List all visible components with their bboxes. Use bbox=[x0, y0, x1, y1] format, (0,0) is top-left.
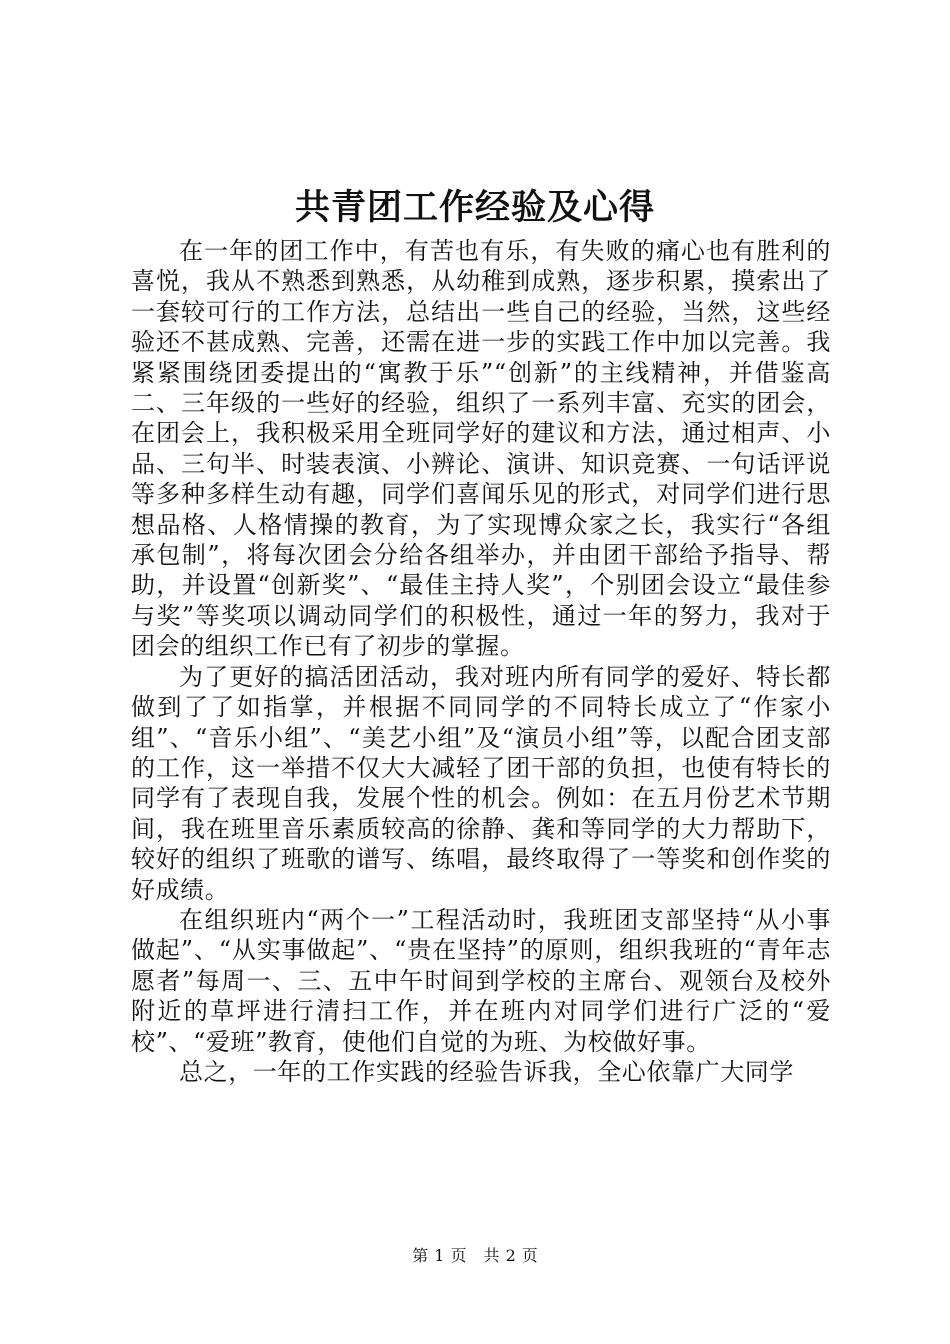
paragraph-4: 总之，一年的工作实践的经验告诉我，全心依靠广大同学 bbox=[179, 1057, 794, 1086]
total-unit: 页 bbox=[521, 1246, 538, 1265]
page-unit: 页 bbox=[450, 1246, 467, 1265]
page-footer bbox=[0, 1244, 950, 1268]
page-indicator bbox=[409, 1246, 469, 1265]
document-title: 共青团工作经验及心得 bbox=[294, 187, 655, 228]
page-number: 1 bbox=[434, 1246, 445, 1265]
total-pages-indicator bbox=[481, 1246, 541, 1265]
paragraph-2: 为了更好的搞活团活动，我对班内所有同学的爱好、特长都做到了了如指掌，并根据不同同学的不同特长成立了“作家小组”、“音乐小组”、“美艺小组”及“演员小组”等，以配合团支部的工作，这一举措不仅大大减轻了团干部的负担，也使有特长的同学有了表现自我，发展个性的机会。例如：在五月份艺术节期间，我在班里音乐素质较高的徐静、龚和等同学的大力帮助下，较好的组织了班歌的谱写、练唱，最终取得了一等奖和创作奖的好成绩。 bbox=[131, 662, 831, 904]
document-body bbox=[131, 236, 831, 1087]
paragraph-1: 在一年的团工作中，有苦也有乐，有失败的痛心也有胜利的喜悦，我从不熟悉到熟悉，从幼稚到成熟，逐步积累，摸索出了一套较可行的工作方法，总结出一些自己的经验，当然，这些经验还不甚成熟、完善，还需在进一步的实践工作中加以完善。我紧紧围绕团委提出的“寓教于乐”“创新”的主线精神，并借鉴高二、三年级的一些好的经验，组织了一系列丰富、充实的团会，在团会上，我积极采用全班同学好的建议和方法，通过相声、小品、三句半、时装表演、小辨论、演讲、知识竞赛、一句话评说等多种多样生动有趣，同学们喜闻乐见的形式，对同学们进行思想品格、人格情操的教育，为了实现博众家之长，我实行“各组承包制”，将每次团会分给各组举办，并由团干部给予指导、帮助，并设置“创新奖”、“最佳主持人奖”，个别团会设立“最佳参与奖”等奖项以调动同学们的积极性，通过一年的努力，我对于团会的组织工作已有了初步的掌握。 bbox=[131, 237, 831, 661]
paragraph-3: 在组织班内“两个一”工程活动时，我班团支部坚持“从小事做起”、“从实事做起”、“贵在坚持”的原则，组织我班的“青年志愿者”每周一、三、五中午时间到学校的主席台、观领台及校外附近的草坪进行清扫工作，并在班内对同学们进行广泛的“爱校”、“爱班”教育，使他们自觉的为班、为校做好事。 bbox=[131, 905, 831, 1056]
page-prefix: 第 bbox=[412, 1246, 429, 1265]
total-pages: 2 bbox=[505, 1246, 516, 1265]
total-prefix: 共 bbox=[483, 1246, 500, 1265]
